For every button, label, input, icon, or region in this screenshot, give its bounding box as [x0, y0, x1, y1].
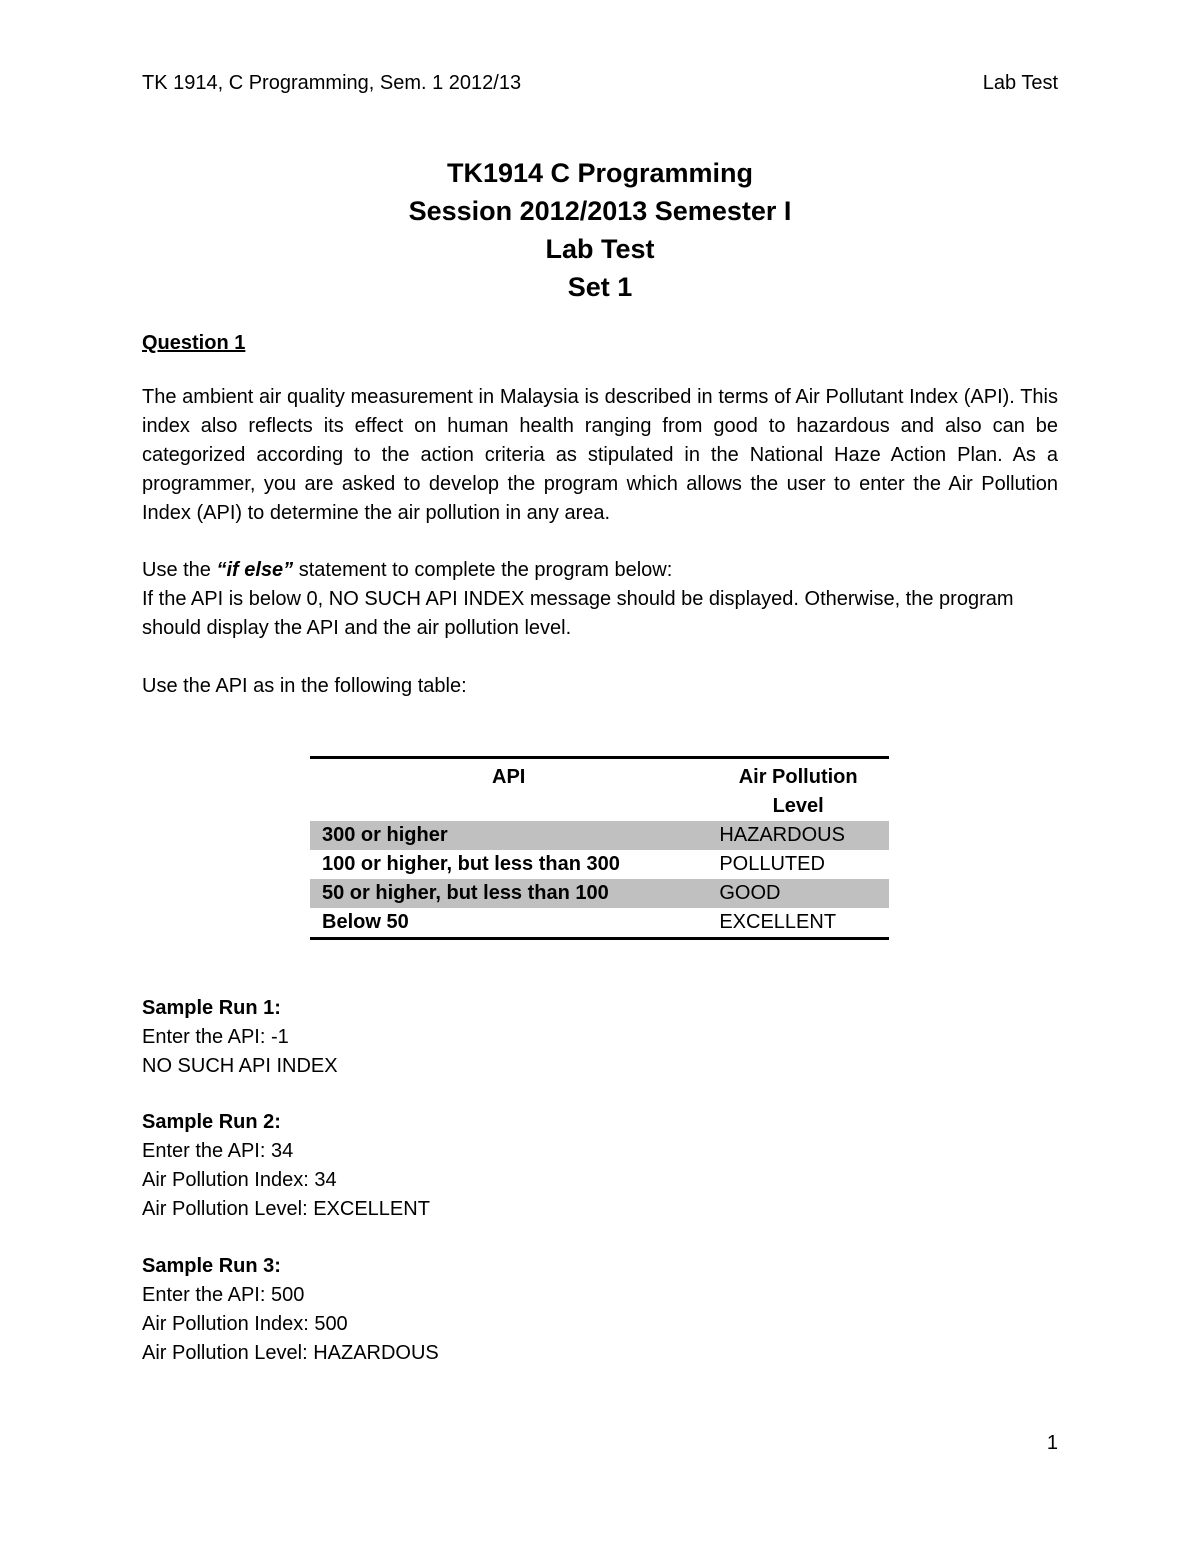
table-header-level: Air Pollution Level — [738, 766, 858, 817]
table-cell-range: 100 or higher, but less than 300 — [322, 853, 620, 875]
table-cell-level: POLLUTED — [719, 853, 825, 875]
table-cell-range: Below 50 — [322, 911, 409, 933]
question-heading: Question 1 — [142, 332, 246, 354]
table-row — [310, 908, 889, 939]
table-cell-range: 50 or higher, but less than 100 — [310, 879, 707, 908]
instructions — [142, 556, 1058, 643]
sample-run-line: NO SUCH API INDEX — [142, 1055, 338, 1077]
instruction-prefix: Use the — [142, 559, 217, 581]
page-number: 1 — [1046, 1432, 1058, 1454]
sample-run-1 — [142, 994, 338, 1081]
title-set: Set 1 — [567, 272, 633, 302]
instruction-suffix: statement to complete the program below: — [293, 559, 673, 581]
table-cell-level: GOOD — [707, 879, 889, 908]
table-row — [310, 821, 889, 850]
sample-run-2 — [142, 1108, 430, 1224]
table-cell-range: 300 or higher — [310, 821, 707, 850]
sample-run-label: Sample Run 1: — [142, 997, 281, 1019]
header-test-type: Lab Test — [982, 72, 1058, 94]
instruction-rule: If the API is below 0, NO SUCH API INDEX message should be displayed. Otherwise, the program should display the API and the air pollution level. — [142, 588, 1014, 639]
sample-run-line: Air Pollution Index: 500 — [142, 1313, 348, 1335]
sample-run-line: Air Pollution Level: EXCELLENT — [142, 1198, 430, 1220]
instruction-if-else — [142, 556, 1058, 585]
sample-run-line: Air Pollution Index: 34 — [142, 1169, 337, 1191]
sample-run-label: Sample Run 3: — [142, 1255, 281, 1277]
sample-run-line: Enter the API: 500 — [142, 1284, 305, 1306]
table-header-api: API — [492, 766, 526, 788]
page-header — [142, 72, 1058, 102]
table-row — [310, 879, 889, 908]
instruction-keyword: “if else” — [216, 559, 294, 581]
question-description: The ambient air quality measurement in Malaysia is described in terms of Air Pollutant Index (API). This index also reflects its effect on human health ranging from good to hazardous and also can be categorized according to the action criteria as stipulated in the National Haze Action Plan. As a programmer, you are asked to develop the program which allows the user to enter the Air Pollution Index (API) to determine the air pollution in any area. — [142, 386, 1058, 524]
sample-run-line: Air Pollution Level: HAZARDOUS — [142, 1342, 439, 1364]
title-course: TK1914 C Programming — [446, 158, 754, 188]
title-session: Session 2012/2013 Semester I — [408, 196, 792, 226]
document-title — [0, 154, 1200, 306]
table-cell-level: HAZARDOUS — [707, 821, 889, 850]
table-cell-level: EXCELLENT — [719, 911, 837, 933]
table-intro: Use the API as in the following table: — [142, 675, 467, 697]
sample-run-line: Enter the API: -1 — [142, 1026, 289, 1048]
table-header-row — [310, 758, 889, 822]
sample-run-line: Enter the API: 34 — [142, 1140, 294, 1162]
table-row — [310, 850, 889, 879]
title-lab-test: Lab Test — [545, 234, 655, 264]
header-course: TK 1914, C Programming, Sem. 1 2012/13 — [142, 72, 522, 94]
sample-run-label: Sample Run 2: — [142, 1111, 281, 1133]
api-table — [310, 756, 889, 940]
sample-run-3 — [142, 1252, 439, 1368]
